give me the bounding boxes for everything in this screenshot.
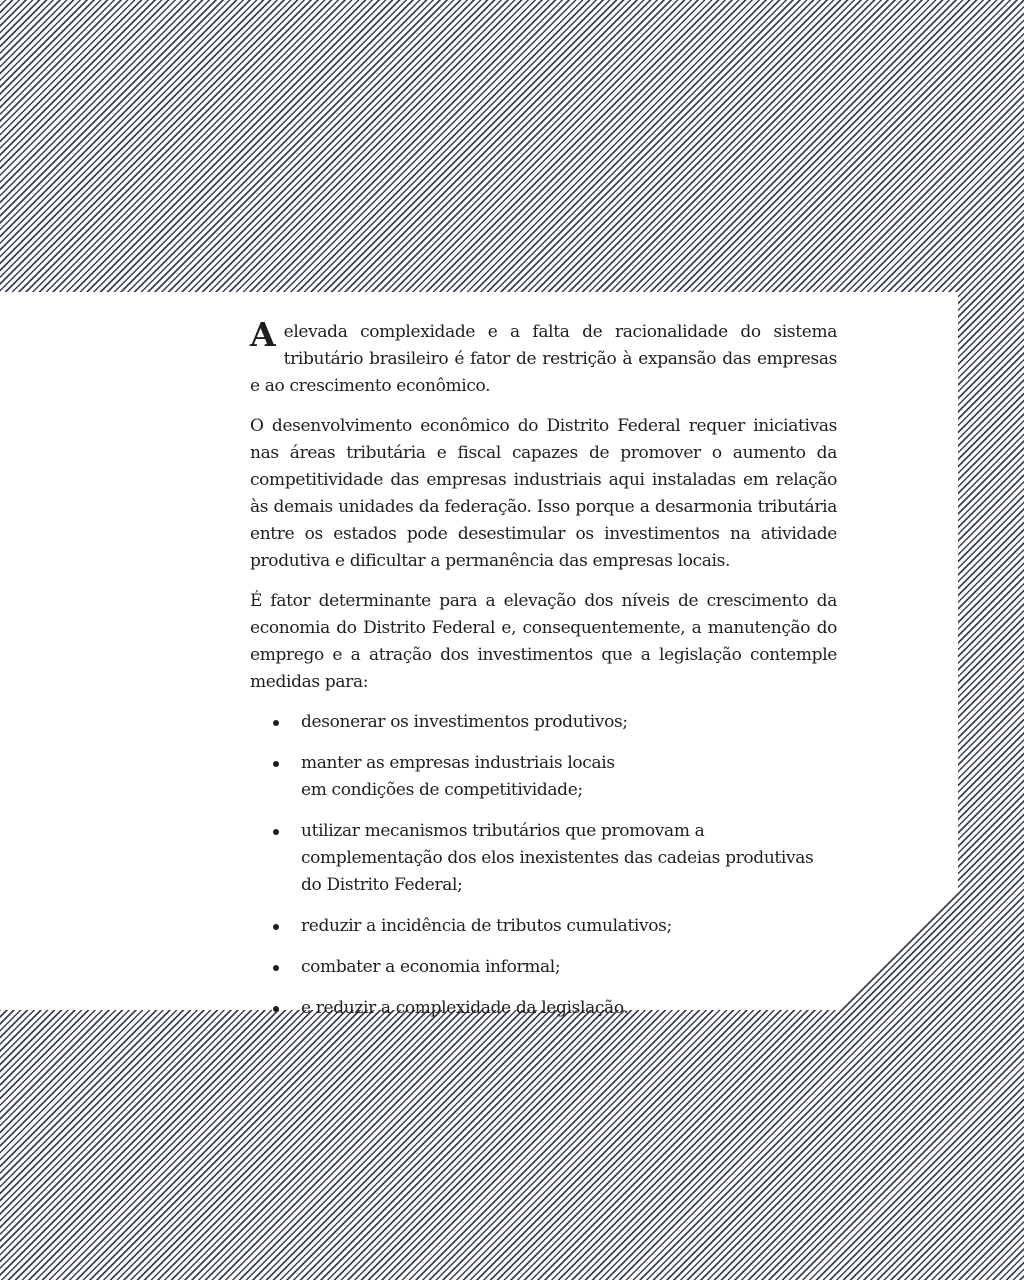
paragraph-2: O desenvolvimento econômico do Distrito Federal requer iniciativas nas áreas tributária e fiscal capazes de promover o aumento da competitividade das empresas industriais aqui instaladas em relação às demais unidades da federação. Isso porque a desarmonia tributária entre os estados pode desestimular os investimentos na atividade produtiva e dificultar a permanência das empresas locais. (250, 416, 837, 571)
list-item (301, 954, 837, 981)
list-item-text: reduzir a incidência de tributos cumulativos; (301, 916, 672, 936)
paragraph-3: É fator determinante para a elevação dos níveis de crescimento da economia do Distrito Federal e, consequentemente, a manutenção do emprego e a atração dos investimentos que a legislação contemple medidas para: (250, 591, 837, 692)
article-body (250, 315, 837, 1036)
intro-paragraph (250, 315, 837, 400)
list-item (301, 750, 837, 804)
list-item-text: utilizar mecanismos tributários que promovam a complementação dos elos inexistentes das cadeias produtivas do Distrito Federal; (301, 821, 814, 895)
list-item (301, 709, 837, 736)
drop-cap: A (250, 315, 276, 354)
list-item (301, 818, 837, 899)
intro-text: elevada complexidade e a falta de racionalidade do sistema tributário brasileiro é fator de restrição à expansão das empresas e ao crescimento econômico. (250, 322, 837, 396)
list-item-text: e reduzir a complexidade da legislação. (301, 998, 629, 1018)
list-item-text: combater a economia informal; (301, 957, 561, 977)
list-item (301, 913, 837, 940)
measures-list (250, 709, 837, 1022)
list-item-text: desonerar os investimentos produtivos; (301, 712, 628, 732)
list-item-text: manter as empresas industriais locais em condições de competitividade; (301, 753, 615, 800)
list-item (301, 995, 837, 1022)
